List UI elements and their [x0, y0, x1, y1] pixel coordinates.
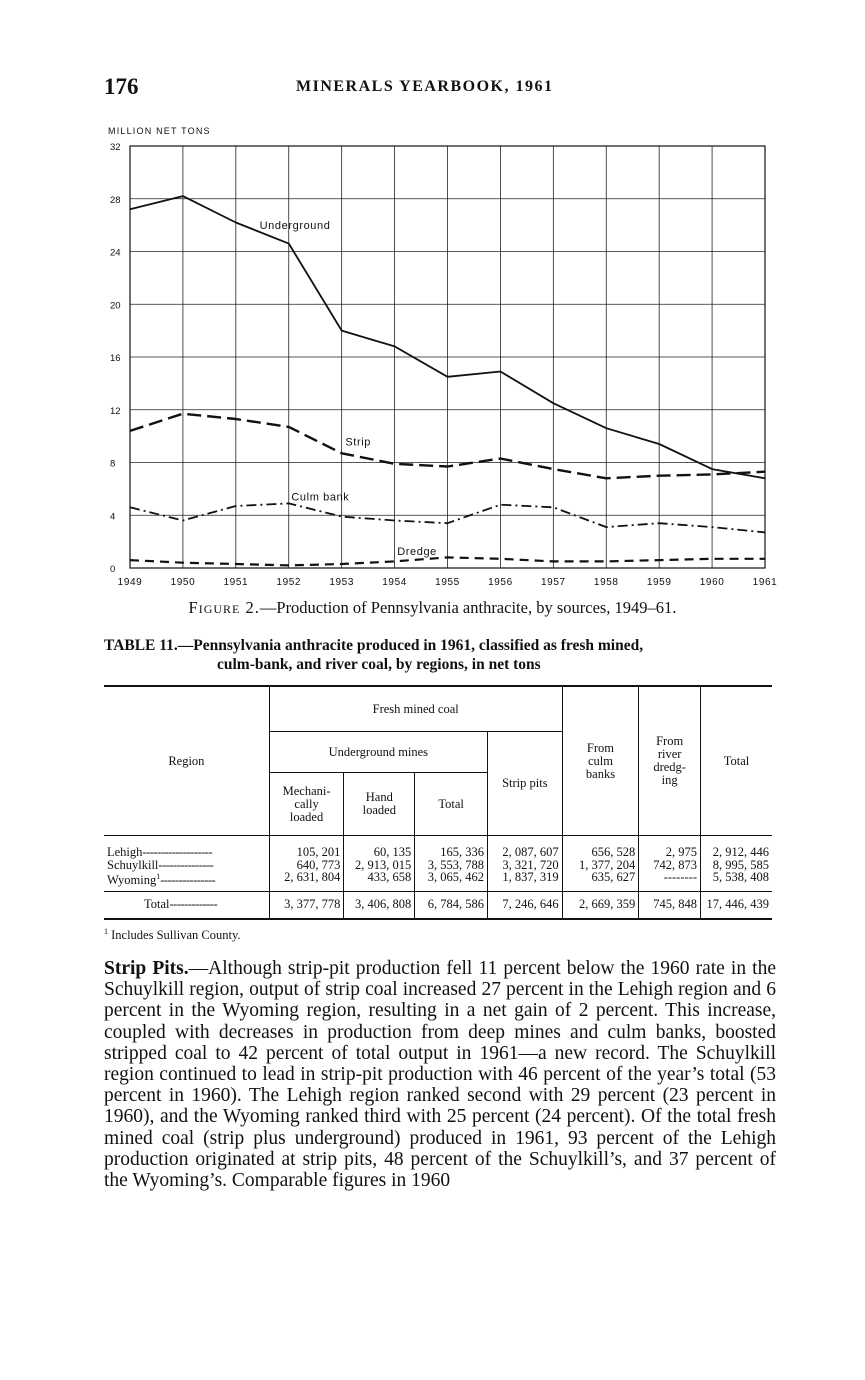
cell-mech: 105, 201: [269, 836, 344, 859]
total-ug-total: 6, 784, 586: [415, 891, 488, 919]
production-line-chart: [100, 118, 790, 598]
header-hand: Hand loaded: [344, 773, 415, 836]
table-title: [104, 636, 776, 674]
y-tick-label: 20: [110, 300, 121, 312]
header-region: Region: [104, 686, 269, 836]
cell-strip: 2, 087, 607: [487, 836, 562, 859]
table-title-line2: culm-bank, and river coal, by regions, in net tons: [217, 656, 541, 673]
table-title-line1: TABLE 11.—Pennsylvania anthracite produced in 1961, classified as fresh mined,: [104, 637, 644, 654]
row-region: Schuylkill---------------: [107, 857, 214, 872]
total-total: 17, 446, 439: [701, 891, 773, 919]
x-tick-label: 1959: [646, 577, 672, 588]
cell-ug-total: 3, 065, 462: [415, 871, 488, 891]
figure-caption-text: —Production of Pennsylvania anthracite, by sources, 1949–61.: [259, 598, 677, 617]
cell-hand: 2, 913, 015: [344, 859, 415, 872]
header-ug-total: Total: [415, 773, 488, 836]
y-tick-label: 28: [110, 194, 121, 206]
x-tick-label: 1955: [435, 577, 460, 588]
total-hand: 3, 406, 808: [344, 891, 415, 919]
cell-river: 2, 975: [639, 836, 701, 859]
cell-mech: 640, 773: [269, 859, 344, 872]
header-total: Total: [701, 686, 773, 836]
paragraph-text: —Although strip-pit production fell 11 percent below the 1960 rate in the Schuylkill region, output of strip coal increased 27 percent in the Lehigh region and 6 percent in the Wyoming region, resulting in a net gain of 2 percent. This increase, coupled with decreases in production from deep mines and culm banks, boosted stripped coal to 42 percent of total output in 1961—a new record. The Schuylkill region continued to lead in strip-pit production with 46 percent of the year’s total (53 percent in 1960). The Lehigh region ranked second with 29 percent (23 percent in 1960), and the Wyoming ranked third with 25 percent (24 percent). Of the total fresh mined coal (strip plus underground) produced in 1961, 93 percent of the Lehigh production originated at strip pits, 48 percent of the Schuylkill’s, and 37 percent of the Wyoming’s. Comparable figures in 1960: [104, 958, 776, 1192]
header-strip: Strip pits: [487, 732, 562, 836]
section-run-in-heading: Strip Pits.: [104, 958, 189, 979]
y-tick-labels: [110, 142, 121, 575]
cell-river: --------: [639, 871, 701, 891]
x-tick-label: 1954: [382, 577, 407, 588]
y-tick-label: 8: [110, 458, 116, 470]
row-region: Lehigh-------------------: [107, 845, 213, 859]
total-label: Total-------------: [144, 896, 218, 911]
row-region: Wyoming$^1$---------------: [107, 872, 216, 888]
annotation-dredge: Dredge: [397, 545, 437, 558]
annotation-culm-bank: Culm bank: [291, 491, 350, 504]
x-tick-label: 1956: [488, 577, 513, 588]
cell-total: 2, 912, 446: [701, 836, 773, 859]
header-culm: From culm banks: [562, 686, 639, 836]
cell-culm: 635, 627: [562, 871, 639, 891]
total-mech: 3, 377, 778: [269, 891, 344, 919]
cell-mech: 2, 631, 804: [269, 871, 344, 891]
x-tick-label: 1958: [593, 577, 619, 588]
x-tick-label: 1953: [329, 577, 354, 588]
y-axis-label: MILLION NET TONS: [108, 126, 211, 136]
total-row: [104, 891, 772, 919]
figure-caption: [0, 598, 865, 618]
table-row: [104, 871, 772, 891]
header-underground: Underground mines: [269, 732, 487, 773]
series-annotations: [260, 220, 437, 558]
table-row: [104, 836, 772, 859]
x-tick-label: 1960: [699, 577, 725, 588]
total-river: 745, 848: [639, 891, 701, 919]
x-tick-label: 1949: [117, 577, 143, 588]
y-tick-label: 0: [110, 564, 116, 575]
y-tick-label: 24: [110, 247, 121, 259]
page-number: 176: [104, 74, 139, 99]
x-tick-label: 1951: [223, 577, 249, 588]
cell-strip: 3, 321, 720: [487, 859, 562, 872]
header-mech: Mechani- cally loaded: [269, 773, 344, 836]
x-tick-label: 1957: [541, 577, 566, 588]
production-table: [104, 685, 772, 920]
cell-strip: 1, 837, 319: [487, 871, 562, 891]
cell-total: 8, 995, 585: [701, 859, 773, 872]
page-header: [104, 74, 770, 104]
cell-hand: 60, 135: [344, 836, 415, 859]
annotation-underground: Underground: [259, 220, 331, 233]
y-tick-label: 32: [110, 142, 121, 153]
y-tick-label: 12: [110, 405, 121, 417]
header-river: From river dredg- ing: [639, 686, 701, 836]
cell-ug-total: 3, 553, 788: [415, 859, 488, 872]
cell-hand: 433, 658: [344, 871, 415, 891]
chart-grid: [130, 146, 765, 568]
total-strip: 7, 246, 646: [487, 891, 562, 919]
cell-culm: 1, 377, 204: [562, 859, 639, 872]
x-tick-label: 1950: [170, 577, 196, 588]
body-paragraph: [104, 958, 776, 1191]
y-tick-label: 4: [110, 511, 116, 523]
annotation-strip: Strip: [345, 436, 371, 449]
running-title: MINERALS YEARBOOK, 1961: [296, 78, 554, 95]
cell-ug-total: 165, 336: [415, 836, 488, 859]
cell-culm: 656, 528: [562, 836, 639, 859]
x-tick-label: 1961: [752, 577, 778, 588]
cell-total: 5, 538, 408: [701, 871, 773, 891]
figure-label: Figure 2.: [188, 598, 260, 617]
header-fresh-mined: Fresh mined coal: [269, 686, 562, 732]
x-tick-label: 1952: [276, 577, 302, 588]
cell-river: 742, 873: [639, 859, 701, 872]
x-tick-labels: [118, 577, 778, 588]
total-culm: 2, 669, 359: [562, 891, 639, 919]
y-tick-label: 16: [110, 353, 121, 364]
table-footnote: $^1$ Includes Sullivan County.: [104, 927, 241, 943]
